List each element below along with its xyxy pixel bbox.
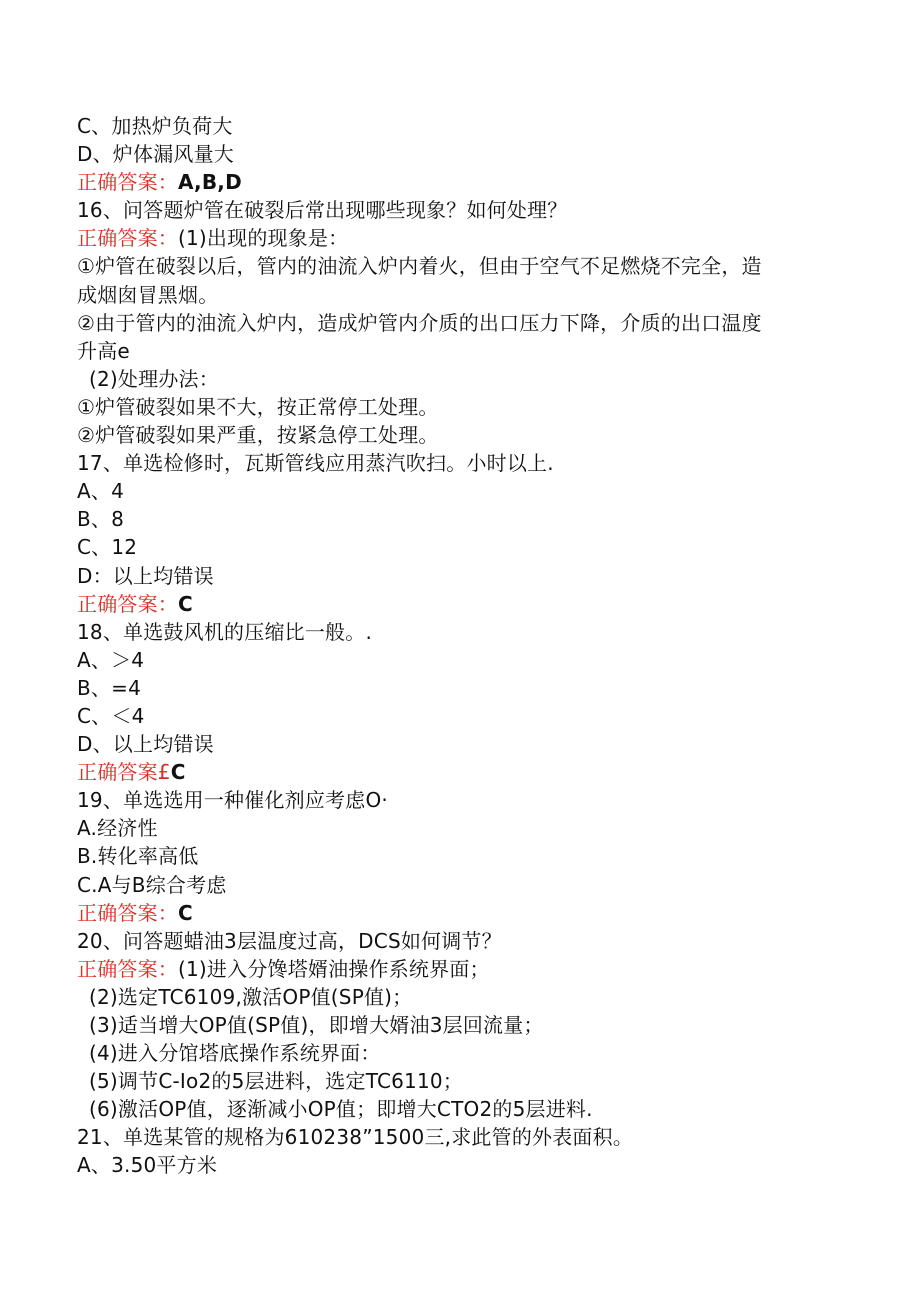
option-d-line <box>77 730 837 758</box>
answer-body-line <box>77 1067 837 1095</box>
question-text: 20、问答题蜡油3层温度过高，DCS如何调节？ <box>77 928 502 953</box>
answer-text: (2)处理办法： <box>89 366 219 391</box>
option-c-line <box>77 533 837 561</box>
answer-text: 升高e <box>77 338 130 363</box>
answer-text: (1)出现的现象是： <box>178 226 349 251</box>
answer-text: ②由于管内的油流入炉内，造成炉管内介质的出口压力下降，介质的出口温度 <box>77 310 762 335</box>
answer-text: ②炉管破裂如果严重，按紧急停工处理。 <box>77 423 439 448</box>
answer-body-line <box>77 365 837 393</box>
question-text: 16、问答题炉管在破裂后常出现哪些现象？如何处理？ <box>77 198 568 223</box>
answer-body-line <box>77 252 837 280</box>
answer-body-line <box>77 983 837 1011</box>
answer-line <box>77 590 837 618</box>
option-text: C、加热炉负荷大 <box>77 114 233 138</box>
answer-line <box>77 168 837 196</box>
document-body <box>77 112 837 1180</box>
question-19 <box>77 786 837 814</box>
answer-line <box>77 224 837 252</box>
answer-text: (2)选定TC6109,激活OP值(SP值)； <box>89 984 413 1009</box>
answer-text: ①炉管在破裂以后，管内的油流入炉内着火，但由于空气不足燃烧不完全，造 <box>77 254 762 279</box>
option-d-line <box>77 140 837 168</box>
answer-body-line <box>77 309 837 337</box>
answer-value: C <box>170 760 186 785</box>
answer-text: (5)调节C-Io2的5层进料，选定TC6110； <box>89 1069 464 1094</box>
option-text: D、炉体漏风量大 <box>77 142 235 167</box>
answer-line <box>77 758 837 786</box>
answer-value: C <box>178 591 193 616</box>
option-text: B、=4 <box>77 675 142 700</box>
question-20 <box>77 927 837 955</box>
option-a-line <box>77 646 837 674</box>
option-b-line <box>77 674 837 702</box>
answer-value: A,B,D <box>178 170 242 195</box>
answer-label: 正确答案： <box>77 956 178 981</box>
question-18 <box>77 618 837 646</box>
option-text: C.A与B综合考虑 <box>77 872 227 897</box>
question-17 <box>77 449 837 477</box>
option-d-line <box>77 562 837 590</box>
answer-value: C <box>178 900 193 925</box>
option-c-line <box>77 112 837 140</box>
answer-label: 正确答案£ <box>77 760 171 785</box>
answer-body-line <box>77 421 837 449</box>
option-text: C、＜4 <box>77 703 145 728</box>
option-text: A、4 <box>77 479 125 504</box>
answer-label: 正确答案： <box>77 591 178 616</box>
question-text: 19、单选选用一种催化剂应考虑O· <box>77 788 388 813</box>
answer-text: (1)进入分馋塔婿油操作系统界面； <box>178 956 490 981</box>
answer-body-line <box>77 337 837 365</box>
answer-line <box>77 955 837 983</box>
answer-body-line <box>77 1011 837 1039</box>
option-text: A.经济性 <box>77 816 158 841</box>
answer-label: 正确答案： <box>77 170 178 195</box>
answer-body-line <box>77 1095 837 1123</box>
question-text: 21、单选某管的规格为610238”1500三,求此管的外表面积。 <box>77 1125 634 1150</box>
question-text: 17、单选检修时，瓦斯管线应用蒸汽吹扫。小时以上. <box>77 451 554 476</box>
answer-line <box>77 899 837 927</box>
option-b-line <box>77 505 837 533</box>
option-text: A、3.50平方米 <box>77 1153 218 1178</box>
answer-text: (3)适当增大OP值(SP值)，即增大婿油3层回流量； <box>89 1013 544 1037</box>
answer-text: (6)激活OP值，逐渐减小OP值；即增大CTO2的5层进料. <box>89 1097 593 1122</box>
question-21 <box>77 1123 837 1151</box>
option-text: B、8 <box>77 507 125 532</box>
option-c-line <box>77 702 837 730</box>
option-text: D：以上均错误 <box>77 563 214 588</box>
answer-body-line <box>77 1039 837 1067</box>
answer-label: 正确答案： <box>77 900 178 925</box>
option-text: D、以上均错误 <box>77 732 214 757</box>
option-c-line <box>77 871 837 899</box>
option-text: B.转化率高低 <box>77 844 199 869</box>
option-a-line <box>77 477 837 505</box>
option-text: C、12 <box>77 535 138 560</box>
answer-text: 成烟囱冒黑烟。 <box>77 282 219 307</box>
option-a-line <box>77 814 837 842</box>
question-16 <box>77 196 837 224</box>
option-text: A、＞4 <box>77 647 145 672</box>
option-b-line <box>77 842 837 870</box>
answer-body-line <box>77 393 837 421</box>
answer-body-line <box>77 281 837 309</box>
answer-text: ①炉管破裂如果不大，按正常停工处理。 <box>77 394 439 419</box>
option-a-line <box>77 1151 837 1179</box>
answer-text: (4)进入分馆塔底操作系统界面： <box>89 1041 381 1066</box>
answer-label: 正确答案： <box>77 226 178 251</box>
question-text: 18、单选鼓风机的压缩比一般。. <box>77 619 373 644</box>
